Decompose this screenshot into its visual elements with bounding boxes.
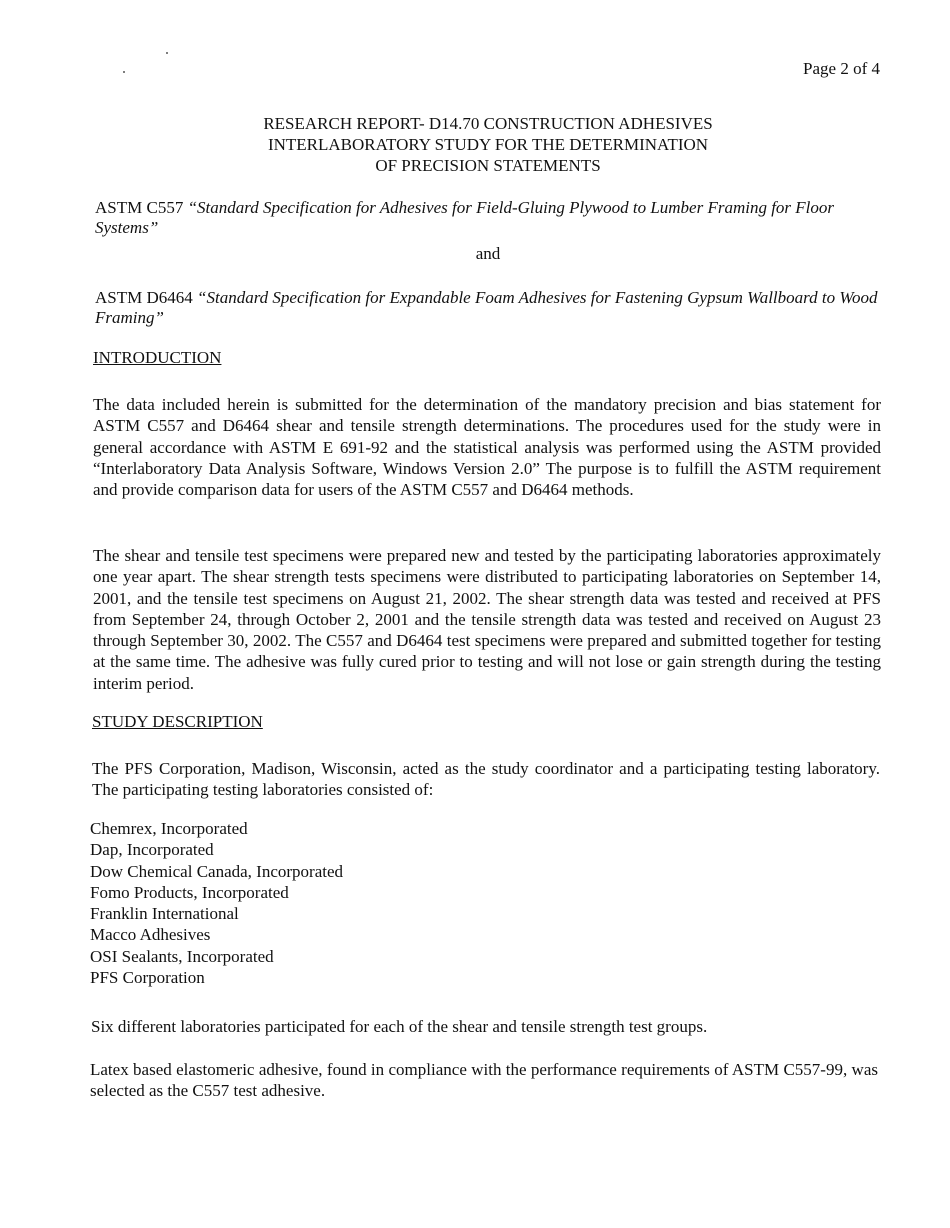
spec-c557 <box>95 198 885 238</box>
report-title <box>0 113 950 176</box>
study-description-heading: STUDY DESCRIPTION <box>92 712 263 731</box>
list-item: Dow Chemical Canada, Incorporated <box>90 861 344 881</box>
spec-title: “Standard Specification for Expandable Foam Adhesives for Fastening Gypsum Wallboard to Wood Framing” <box>95 288 878 327</box>
and-connector: and <box>475 244 501 263</box>
list-item: PFS Corporation <box>90 968 205 988</box>
list-item: Franklin International <box>90 904 239 924</box>
study-intro-paragraph: The PFS Corporation, Madison, Wisconsin, acted as the study coordinator and a participating testing laboratory. The participating testing laboratories consisted of: <box>92 759 880 800</box>
title-line-1: RESEARCH REPORT- D14.70 CONSTRUCTION ADHESIVES <box>263 114 713 133</box>
title-line-3: OF PRECISION STATEMENTS <box>375 156 601 175</box>
introduction-heading: INTRODUCTION <box>93 348 222 367</box>
spec-code: ASTM D6464 <box>95 288 193 307</box>
intro-paragraph-2: The shear and tensile test specimens were prepared new and tested by the participating laboratories approximately one year apart. The shear strength tests specimens were distributed to participating laboratories on September 14, 2001, and the tensile test specimens on August 21, 2002. The shear strength data was tested and received at PFS from September 24, through October 2, 2001 and the tensile strength data was tested and received on August 23 through September 30, 2002. The C557 and D6464 test specimens were prepared and submitted together for testing at the same time. The adhesive was fully cured prior to testing and will not lose or gain strength during the testing interim period. <box>93 546 881 693</box>
list-item: Macco Adhesives <box>90 925 211 945</box>
six-laboratories-paragraph: Six different laboratories participated for each of the shear and tensile strength test groups. <box>91 1017 708 1036</box>
spec-title: “Standard Specification for Adhesives for Field-Gluing Plywood to Lumber Framing for Floor Systems” <box>95 198 835 237</box>
list-item: OSI Sealants, Incorporated <box>90 946 274 966</box>
list-item: Fomo Products, Incorporated <box>90 882 289 902</box>
list-item: Dap, Incorporated <box>90 840 214 860</box>
laboratory-list <box>90 818 343 988</box>
list-item: Chemrex, Incorporated <box>90 819 248 838</box>
page-number: Page 2 of 4 <box>803 59 880 78</box>
latex-adhesive-paragraph: Latex based elastomeric adhesive, found in compliance with the performance requirements of ASTM C557-99, was selected as the C557 test adhesive. <box>90 1060 878 1101</box>
scan-speck <box>123 71 125 73</box>
spec-code: ASTM C557 <box>95 198 184 217</box>
spec-d6464 <box>95 288 885 328</box>
intro-paragraph-1: The data included herein is submitted for the determination of the mandatory precision and bias statement for ASTM C557 and D6464 shear and tensile strength determinations. The procedures used for the study were in general accordance with ASTM E 691-92 and the statistical analysis was performed using the ASTM provided “Interlaboratory Data Analysis Software, Windows Version 2.0” The purpose is to fulfill the ASTM requirement and provide comparison data for users of the ASTM C557 and D6464 methods. <box>93 395 881 500</box>
title-line-2: INTERLABORATORY STUDY FOR THE DETERMINATION <box>267 135 709 154</box>
scan-speck <box>166 52 168 54</box>
